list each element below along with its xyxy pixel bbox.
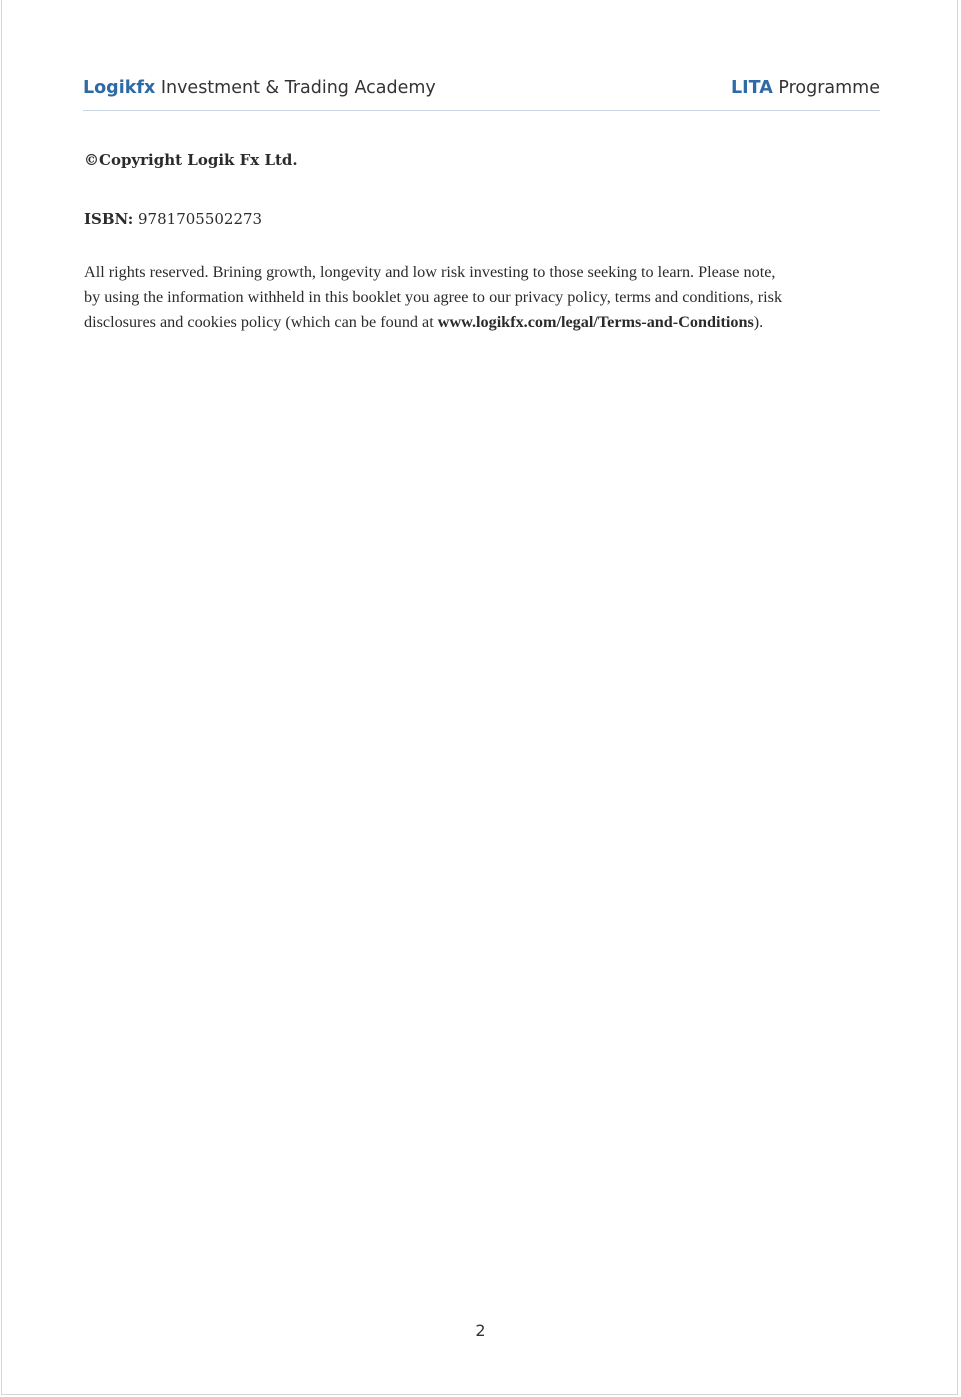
page-number: 2 <box>475 1321 486 1340</box>
header-brand-lita: LITA <box>730 78 773 98</box>
document-page <box>1 0 958 1395</box>
page-header <box>83 78 880 111</box>
legal-line-3-end: ). <box>753 313 764 331</box>
header-academy-text: Investment & Trading Academy <box>155 78 436 98</box>
terms-url-link[interactable]: www.logikfx.com/legal/Terms-and-Conditions <box>437 313 754 331</box>
isbn-line <box>84 210 262 228</box>
header-programme-title <box>731 78 880 98</box>
legal-line-3-start: disclosures and cookies policy (which can be found at <box>84 313 438 331</box>
isbn-label: ISBN: <box>84 210 134 228</box>
header-programme-text: Programme <box>772 78 880 98</box>
legal-paragraph <box>84 260 884 335</box>
isbn-value: 9781705502273 <box>133 210 263 228</box>
legal-line-3 <box>84 310 884 335</box>
header-academy-title <box>83 78 436 98</box>
legal-line-1: All rights reserved. Brining growth, longevity and low risk investing to those seeking to learn. Please note, <box>84 263 776 281</box>
header-brand-logikfx: Logikfx <box>83 78 156 98</box>
copyright-notice: ©Copyright Logik Fx Ltd. <box>84 151 298 169</box>
legal-line-2: by using the information withheld in this booklet you agree to our privacy policy, terms and conditions, risk <box>84 288 783 306</box>
